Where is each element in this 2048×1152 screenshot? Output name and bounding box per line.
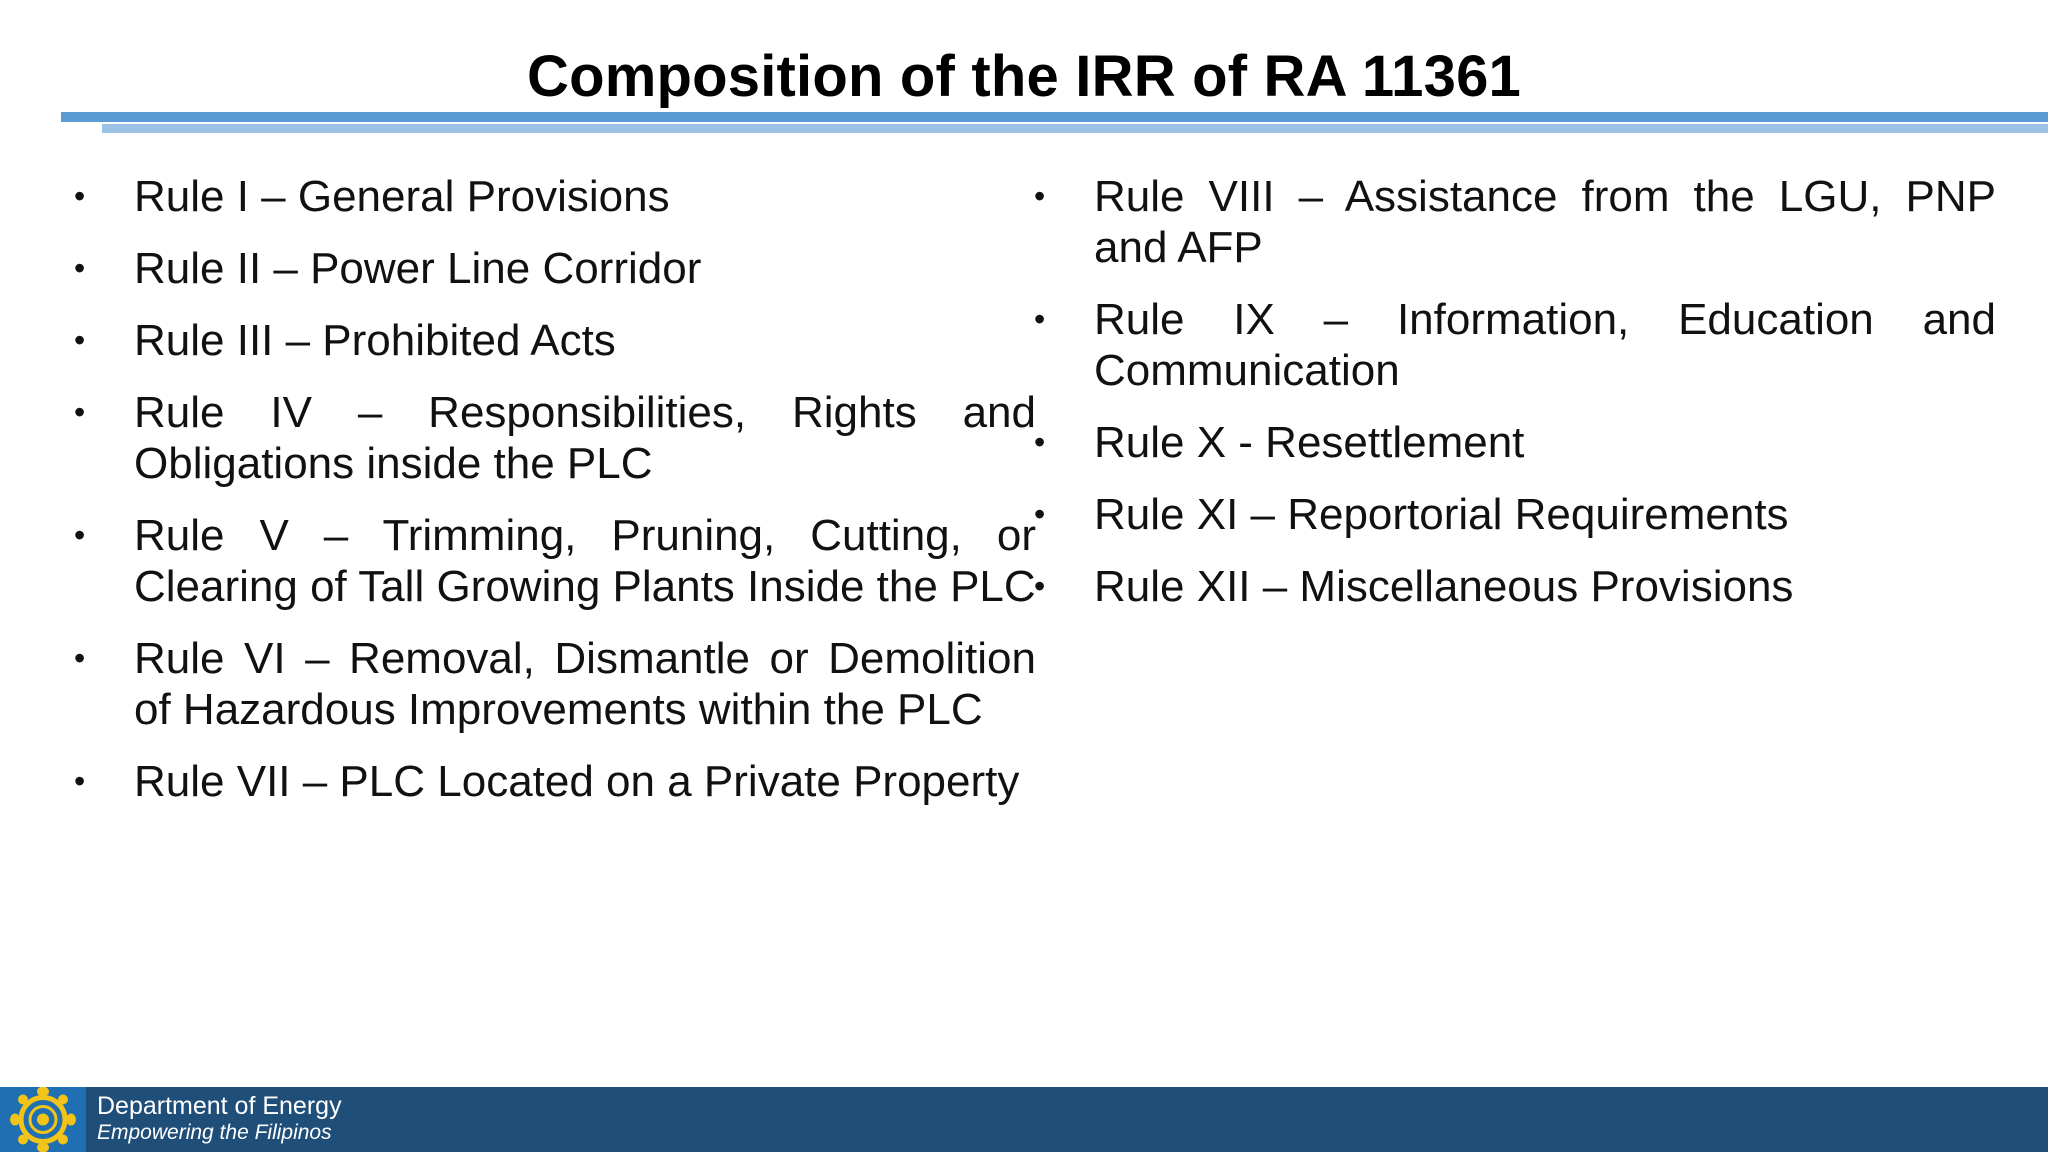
bullet: • xyxy=(74,394,86,430)
list-item-text: Rule XII – Miscellaneous Provisions xyxy=(1094,562,1794,611)
list-item-text: Rule VIII – Assistance from the LGU, PNP and AFP xyxy=(1094,172,1996,272)
list-item xyxy=(74,243,1036,294)
list-item-text: Rule V – Trimming, Pruning, Cutting, or Clearing of Tall Growing Plants Inside the PLC xyxy=(134,511,1036,611)
list-item xyxy=(74,633,1036,735)
bullet: • xyxy=(1034,424,1046,460)
bullet: • xyxy=(1034,178,1046,214)
bullet: • xyxy=(74,640,86,676)
organization-name: Department of Energy xyxy=(97,1092,342,1120)
list-item xyxy=(1034,489,1996,540)
list-item-text: Rule II – Power Line Corridor xyxy=(134,244,702,293)
bullet: • xyxy=(74,763,86,799)
list-item xyxy=(74,171,1036,222)
sun-seal-icon xyxy=(0,1087,86,1152)
list-item-text: Rule XI – Reportorial Requirements xyxy=(1094,490,1789,539)
list-item xyxy=(74,387,1036,489)
bullet: • xyxy=(1034,301,1046,337)
list-item xyxy=(1034,171,1996,273)
list-item xyxy=(1034,294,1996,396)
list-item-text: Rule VII – PLC Located on a Private Property xyxy=(134,757,1020,806)
list-item xyxy=(74,315,1036,366)
bullet: • xyxy=(1034,568,1046,604)
title-underline-secondary xyxy=(102,124,2048,133)
list-item-text: Rule VI – Removal, Dismantle or Demolition of Hazardous Improvements within the PLC xyxy=(134,634,1036,734)
list-item-text: Rule X - Resettlement xyxy=(1094,418,1525,467)
list-item xyxy=(1034,417,1996,468)
rules-list-right xyxy=(1034,171,1996,633)
list-item xyxy=(74,510,1036,612)
list-item-text: Rule I – General Provisions xyxy=(134,172,670,221)
footer-bar xyxy=(0,1087,2048,1152)
list-item xyxy=(74,756,1036,807)
slide-title: Composition of the IRR of RA 11361 xyxy=(527,44,1521,109)
title-underline xyxy=(61,112,2048,122)
rules-list-left xyxy=(74,171,1036,828)
bullet: • xyxy=(74,178,86,214)
bullet: • xyxy=(74,517,86,553)
bullet: • xyxy=(74,250,86,286)
footer-text xyxy=(97,1092,342,1145)
organization-tagline: Empowering the Filipinos xyxy=(97,1121,332,1144)
bullet: • xyxy=(74,322,86,358)
list-item-text: Rule IV – Responsibilities, Rights and Obligations inside the PLC xyxy=(134,388,1036,488)
bullet: • xyxy=(1034,496,1046,532)
list-item xyxy=(1034,561,1996,612)
list-item-text: Rule IX – Information, Education and Communication xyxy=(1094,295,1996,395)
list-item-text: Rule III – Prohibited Acts xyxy=(134,316,616,365)
